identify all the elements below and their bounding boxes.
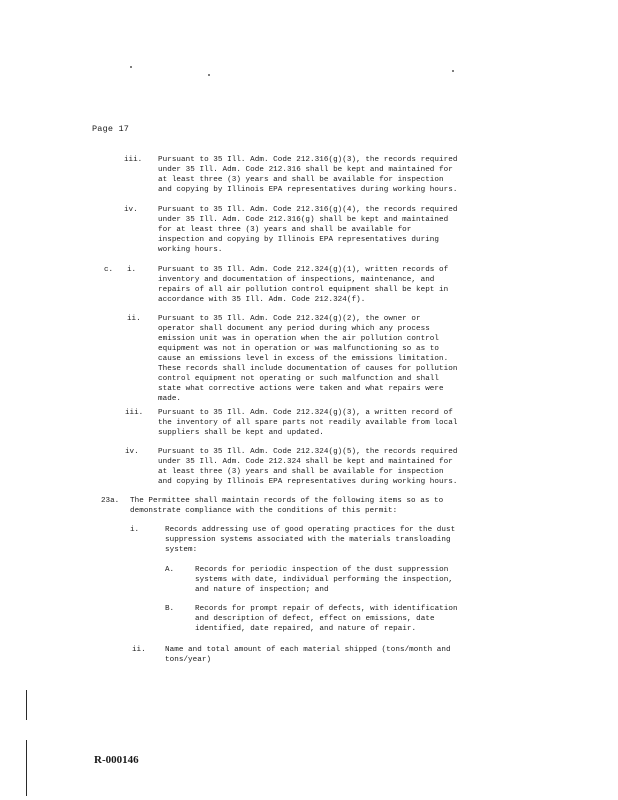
list-item (0, 604, 618, 638)
item-text: Pursuant to 35 Ill. Adm. Code 212.324(g)(2), the owner or operator shall document any period during which any process emission unit was in operation when the air pollution control equipment was not in operation or was malfunctioning so as to cause an emissions level in excess of the emissions limitation. These records shall include documentation of causes for pollution control equipment not operating or such malfunction and shall state what corrective actions were taken and what repairs were made. (158, 315, 458, 403)
bates-number: R-000146 (94, 754, 139, 766)
item-text: The Permittee shall maintain records of the following items so as to demonstrate compliance with the conditions of this permit: (130, 497, 444, 515)
page-label: Page 17 (92, 124, 130, 134)
item-text: Pursuant to 35 Ill. Adm. Code 212.316(g)(4), the records required under 35 Ill. Adm. Code 212.316(g) shall be kept and maintained for at least three (3) years and shall be available for inspection and copying by Illinois EPA representatives during working hours. (158, 206, 458, 254)
scan-margin-line (26, 690, 27, 720)
scan-speck (130, 66, 132, 68)
list-item (0, 565, 618, 599)
list-item (0, 496, 618, 520)
item-number: ii. (132, 646, 146, 654)
item-number: i. (127, 266, 137, 274)
item-text: Pursuant to 35 Ill. Adm. Code 212.324(g)(3), a written record of the inventory of all spare parts not readily available from local suppliers shall be kept and updated. (158, 409, 458, 437)
list-item (0, 408, 618, 442)
scan-speck (208, 74, 210, 76)
item-number: iii. (124, 156, 143, 164)
item-text: Name and total amount of each material shipped (tons/month and tons/year) (165, 646, 451, 664)
item-text: Records addressing use of good operating practices for the dust suppression systems associated with the materials transloading system: (165, 526, 456, 554)
item-letter: B. (165, 605, 175, 613)
list-item (0, 525, 618, 559)
scan-margin-line (26, 740, 27, 796)
item-number: i. (130, 526, 140, 534)
item-text: Records for periodic inspection of the dust suppression systems with date, individual performing the inspection, and nature of inspection; and (195, 566, 453, 594)
list-item (0, 447, 618, 491)
item-text: Pursuant to 35 Ill. Adm. Code 212.324(g)(5), the records required under 35 Ill. Adm. Code 212.324 shall be kept and maintained for at least three (3) years and shall be available for inspection and copying by Illinois EPA representatives during working hours. (158, 448, 458, 486)
list-item (0, 314, 618, 406)
item-letter: A. (165, 566, 175, 574)
item-letter: c. (104, 266, 114, 274)
item-number: iv. (124, 206, 138, 214)
list-item (0, 205, 618, 259)
item-number: ii. (127, 315, 141, 323)
item-number: iv. (125, 448, 139, 456)
item-number: iii. (125, 409, 144, 417)
list-item (0, 645, 618, 669)
item-text: Pursuant to 35 Ill. Adm. Code 212.324(g)(1), written records of inventory and documentation of inspections, maintenance, and repairs of all air pollution control equipment shall be kept in accordance with 35 Ill. Adm. Code 212.324(f). (158, 266, 449, 304)
item-text: Pursuant to 35 Ill. Adm. Code 212.316(g)(3), the records required under 35 Ill. Adm. Code 212.316 shall be kept and maintained for at least three (3) years and shall be available for inspection and copying by Illinois EPA representatives during working hours. (158, 156, 458, 194)
item-number: 23a. (101, 497, 120, 505)
list-item (0, 265, 618, 309)
item-text: Records for prompt repair of defects, with identification and description of defect, effect on emissions, date identified, date repaired, and nature of repair. (195, 605, 458, 633)
list-item (0, 155, 618, 199)
scan-speck (452, 70, 454, 72)
